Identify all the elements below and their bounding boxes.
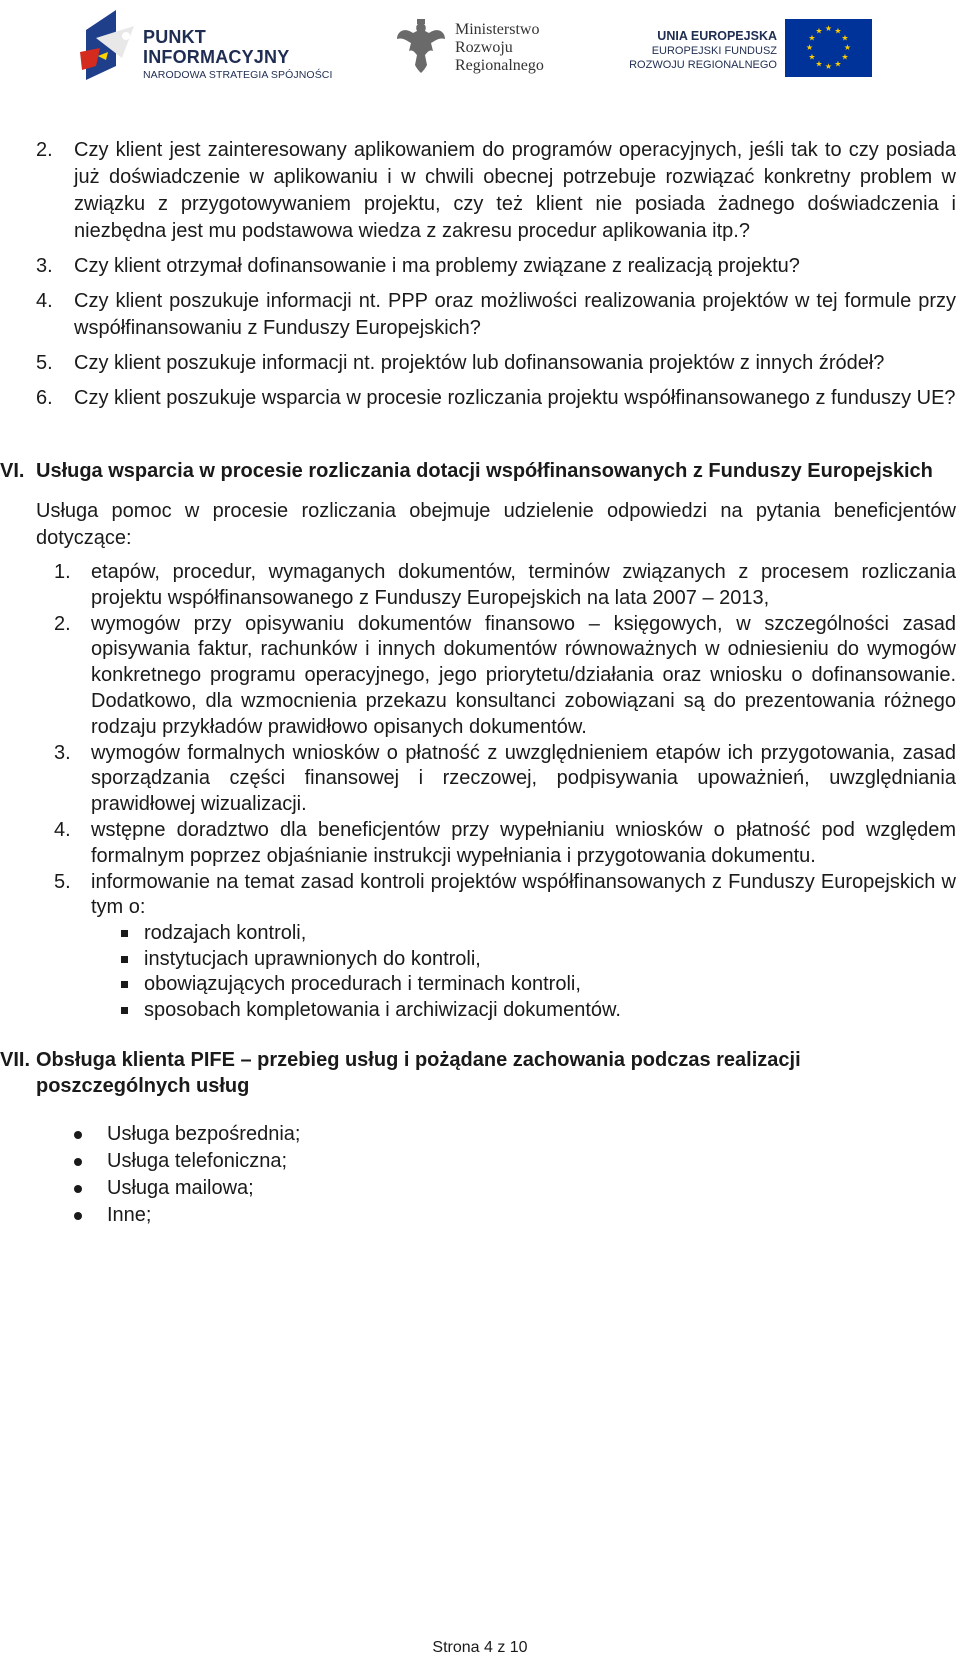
item-text: Czy klient poszukuje informacji nt. PPP oraz możliwości realizowania projektów w tej formule przy współfinansowaniu z Funduszy Europejskich?	[74, 290, 956, 339]
item-number: 3.	[36, 255, 53, 277]
punkt-informacyjny-logo	[78, 8, 140, 86]
list-item	[36, 741, 956, 818]
svg-text:★: ★	[834, 26, 842, 36]
item-text: etapów, procedur, wymaganych dokumentów, terminów związanych z procesem rozliczania projektu współfinansowanego z Funduszy Europejskich na lata 2007 – 2013,	[91, 561, 956, 609]
service-types-list	[36, 1121, 956, 1229]
punkt-informacyjny-text	[143, 27, 333, 81]
item-text: Czy klient otrzymał dofinansowanie i ma problemy związane z realizacją projektu?	[74, 255, 800, 277]
item-text: wymogów formalnych wniosków o płatność z uwzględnieniem etapów ich przygotowania, zasad sporządzania części finansowej i rzeczowej, podpisywania upoważnień, uwzględniania prawidłowej wizualizacji.	[91, 741, 956, 816]
item-number: 2.	[36, 139, 53, 161]
list-item	[36, 385, 956, 412]
round-bullet-icon	[74, 1131, 82, 1139]
square-bullet-icon	[121, 956, 128, 963]
list-item	[36, 818, 956, 870]
item-text: Czy klient jest zainteresowany aplikowaniem do programów operacyjnych, jeśli tak to czy posiada już doświadczenie w aplikowaniu i w chwili obecnej potrzebuje rozwiązać konkretny problem w związku z przygotowywaniem projektu, czy też klient nie posiada żadnego doświadczenia i niezbędna jest mu podstawowa wiedza z zakresu procedur aplikowania itp.?	[74, 139, 956, 242]
list-item	[91, 921, 956, 947]
polish-eagle-icon	[395, 19, 447, 75]
list-item	[91, 972, 956, 998]
item-number: 4.	[36, 290, 53, 312]
ministry-line3: Regionalnego	[455, 57, 544, 74]
svg-text:★: ★	[808, 52, 816, 62]
svg-text:★: ★	[824, 24, 833, 33]
item-text: instytucjach uprawnionych do kontroli,	[144, 947, 481, 970]
list-item	[91, 947, 956, 973]
pi-line3: NARODOWA STRATEGIA SPÓJNOŚCI	[143, 69, 333, 81]
item-number: 5.	[36, 352, 53, 374]
list-item	[36, 1175, 956, 1202]
pi-line2: INFORMACYJNY	[143, 47, 290, 67]
eu-line2: EUROPEJSKI FUNDUSZ	[651, 45, 777, 57]
list-item	[36, 253, 956, 280]
round-bullet-icon	[74, 1185, 82, 1193]
list-item	[36, 612, 956, 741]
list-item	[36, 1202, 956, 1229]
section-number: VI.	[0, 460, 25, 482]
eu-text	[620, 28, 777, 72]
list-item	[36, 1121, 956, 1148]
item-number: 4.	[54, 818, 71, 841]
ministry-line1: Ministerstwo	[455, 21, 540, 38]
list-item	[36, 137, 956, 245]
section-vi-list	[36, 560, 956, 1023]
section-number: VII.	[0, 1049, 31, 1072]
svg-text:★: ★	[815, 26, 823, 36]
page-header	[0, 0, 960, 95]
item-number: 2.	[54, 612, 71, 635]
page-number: Strona 4 z 10	[432, 1639, 528, 1656]
svg-text:★: ★	[841, 52, 849, 62]
eu-flag-icon	[785, 19, 872, 77]
list-item	[91, 998, 956, 1024]
list-item	[36, 350, 956, 377]
item-number: 5.	[54, 870, 71, 893]
section-vi-intro: Usługa pomoc w procesie rozliczania obejmuje udzielenie odpowiedzi na pytania beneficjentów dotyczące:	[36, 500, 956, 549]
section-title: Usługa wsparcia w procesie rozliczania dotacji współfinansowanych z Funduszy Europejskich	[36, 460, 933, 482]
round-bullet-icon	[74, 1158, 82, 1166]
section-vii-heading	[0, 1047, 956, 1099]
item-text: wymogów przy opisywaniu dokumentów finansowo – księgowych, w szczególności zasad opisywania faktur, rachunków i innych dokumentów równoważnych w odniesieniu do wymogów konkretnego programu operacyjnego, jego priorytetu/działania oraz wniosku o dofinansowanie. Dodatkowo, dla wzmocnienia przekazu konsultanci zobowiązani są do prezentowania różnego rodzaju przykładów prawidłowo opisanych dokumentów.	[91, 612, 956, 738]
section-title: Obsługa klienta PIFE – przebieg usług i pożądane zachowania podczas realizacji poszczególnych usług	[36, 1049, 801, 1098]
item-text: Inne;	[107, 1204, 152, 1227]
item-text: obowiązujących procedurach i terminach kontroli,	[144, 973, 581, 996]
list-item	[36, 288, 956, 342]
item-text: Usługa bezpośrednia;	[107, 1123, 301, 1146]
round-bullet-icon	[74, 1212, 82, 1220]
document-body	[0, 137, 956, 1229]
item-text: Czy klient poszukuje wsparcia w procesie rozliczania projektu współfinansowanego z funduszy UE?	[74, 387, 956, 409]
svg-text:★: ★	[834, 59, 842, 69]
ministry-text	[455, 21, 544, 75]
item-text: rodzajach kontroli,	[144, 922, 307, 945]
client-questions-list	[36, 137, 956, 412]
list-item	[36, 560, 956, 612]
item-number: 3.	[54, 741, 71, 764]
item-text: informowanie na temat zasad kontroli projektów współfinansowanych z Funduszy Europejskich w tym o:	[91, 870, 956, 919]
square-bullet-icon	[121, 930, 128, 937]
list-item	[36, 870, 956, 1024]
svg-text:★: ★	[841, 33, 849, 43]
item-number: 1.	[54, 561, 71, 583]
ministry-line2: Rozwoju	[455, 39, 513, 56]
item-text: Czy klient poszukuje informacji nt. projektów lub dofinansowania projektów z innych źródeł?	[74, 352, 885, 374]
square-bullet-icon	[121, 1007, 128, 1014]
eu-line3: ROZWOJU REGIONALNEGO	[629, 59, 777, 71]
pi-line1: PUNKT	[143, 27, 206, 47]
section-vi-heading	[0, 458, 956, 484]
svg-text:★: ★	[808, 33, 816, 43]
item-text: Usługa mailowa;	[107, 1177, 254, 1200]
eu-line1: UNIA EUROPEJSKA	[657, 29, 777, 43]
item-text: Usługa telefoniczna;	[107, 1150, 288, 1173]
control-topics-list	[91, 921, 956, 1023]
item-number: 6.	[36, 387, 53, 409]
svg-text:★: ★	[815, 59, 823, 69]
svg-text:★: ★	[843, 43, 852, 52]
item-text: wstępne doradztwo dla beneficjentów przy wypełnianiu wniosków o płatność pod względem formalnym poprzez objaśnianie instrukcji wypełniania i przygotowania dokumentu.	[91, 818, 956, 867]
item-text: sposobach kompletowania i archiwizacji dokumentów.	[144, 998, 621, 1021]
svg-text:★: ★	[805, 43, 814, 52]
list-item	[36, 1148, 956, 1175]
svg-text:★: ★	[824, 62, 833, 71]
square-bullet-icon	[121, 981, 128, 988]
